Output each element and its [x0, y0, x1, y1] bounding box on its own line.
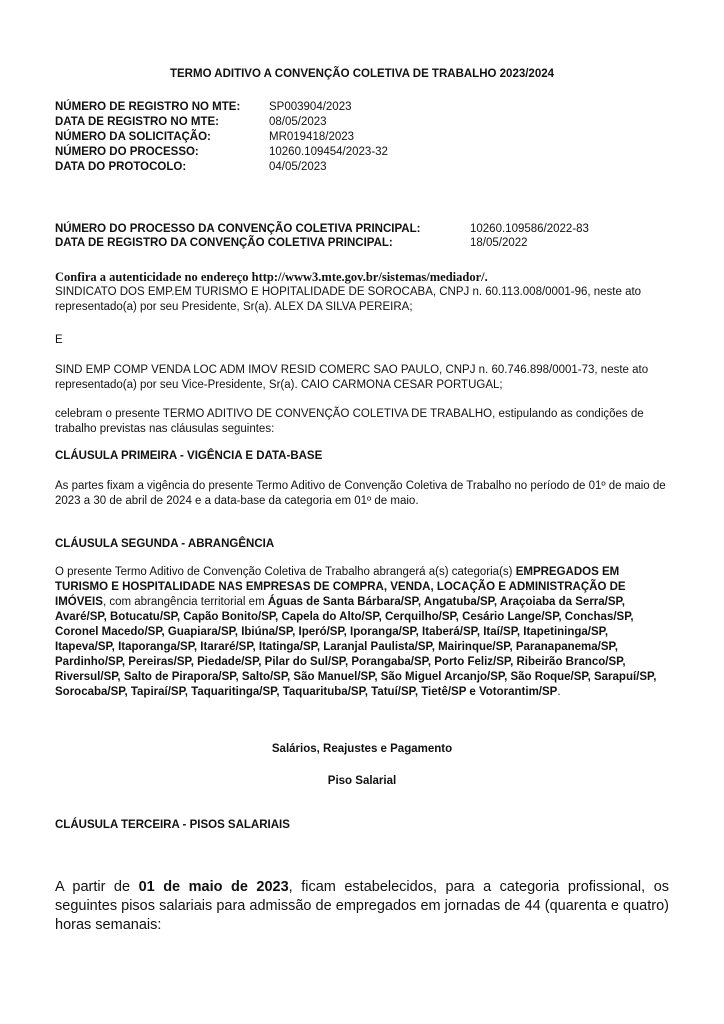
- authenticity-note: Confira a autenticidade no endereço http://www3.mte.gov.br/sistemas/mediador/.: [55, 270, 488, 284]
- registration-value: 10260.109454/2023-32: [269, 146, 388, 158]
- clause-three-title: CLÁUSULA TERCEIRA - PISOS SALARIAIS: [55, 819, 290, 831]
- registration-row: [55, 145, 388, 160]
- clause-two-cities: Águas de Santa Bárbara/SP, Angatuba/SP, Araçoiaba da Serra/SP, Avaré/SP, Botucatu/SP, Capão Bonito/SP, Capela do Alto/SP, Cerquilho/SP, Cesário Lange/SP, Conchas/SP, Coronel Macedo/SP, Guapiara/SP, Ibiúna/SP, Iperó/SP, Iporanga/SP, Itaberá/SP, Itaí/SP, Itapetininga/SP, Itapeva/SP, Itaporanga/SP, Itararé/SP, Itatinga/SP, Laranjal Paulista/SP, Mairinque/SP, Paranapanema/SP, Pardinho/SP, Pereiras/SP, Piedade/SP, Pilar do Sul/SP, Porangaba/SP, Porto Feliz/SP, Ribeirão Branco/SP, Riversul/SP, Salto de Pirapora/SP, Salto/SP, São Manuel/SP, São Miguel Arcanjo/SP, São Roque/SP, Sarapuí/SP, Sorocaba/SP, Tapiraí/SP, Taquaritinga/SP, Taquarituba/SP, Tatuí/SP, Tietê/SP e Votorantim/SP: [55, 596, 657, 698]
- clause-two-category: EMPREGADOS EM TURISMO E HOSPITALIDADE NAS EMPRESAS DE COMPRA, VENDA, LOCAÇÃO E ADMINISTRAÇÃO DE IMÓVEIS: [55, 566, 626, 608]
- registration-label: NÚMERO DA SOLICITAÇÃO:: [55, 131, 211, 143]
- clause-three-pre: A partir de: [55, 879, 139, 895]
- registration-label: DATA DO PROTOCOLO:: [55, 161, 187, 173]
- party-one: SINDICATO DOS EMP.EM TURISMO E HOPITALIDADE DE SOROCABA, CNPJ n. 60.113.008/0001-96, neste ato representado(a) por seu Presidente, Sr(a). ALEX DA SILVA PEREIRA;: [55, 286, 642, 313]
- main-process-label: NÚMERO DO PROCESSO DA CONVENÇÃO COLETIVA PRINCIPAL:: [55, 223, 421, 235]
- party-two: SIND EMP COMP VENDA LOC ADM IMOV RESID COMERC SAO PAULO, CNPJ n. 60.746.898/0001-73, neste ato representado(a) por seu Vice-Presidente, Sr(a). CAIO CARMONA CESAR PORTUGAL;: [55, 364, 649, 391]
- main-process-label: DATA DE REGISTRO DA CONVENÇÃO COLETIVA PRINCIPAL:: [55, 237, 393, 249]
- subsection-heading: Piso Salarial: [327, 775, 397, 787]
- registration-value: 08/05/2023: [269, 116, 327, 128]
- party-block: [55, 270, 670, 315]
- clause-two-intro: O presente Termo Aditivo de Convenção Coletiva de Trabalho abrangerá a(s) categoria(s): [55, 566, 516, 578]
- main-process-row: [55, 236, 589, 250]
- document-title: TERMO ADITIVO A CONVENÇÃO COLETIVA DE TRABALHO 2023/2024: [169, 68, 555, 80]
- clause-one-title: CLÁUSULA PRIMEIRA - VIGÊNCIA E DATA-BASE: [55, 450, 323, 462]
- clause-two-text: [55, 565, 670, 700]
- main-process-info: [55, 222, 589, 250]
- registration-value: 04/05/2023: [269, 161, 327, 173]
- clause-three-text: [55, 878, 669, 935]
- registration-label: DATA DE REGISTRO NO MTE:: [55, 116, 219, 128]
- registration-row: [55, 115, 388, 130]
- celebram-text: celebram o presente TERMO ADITIVO DE CONVENÇÃO COLETIVA DE TRABALHO, estipulando as condições de trabalho previstas nas cláusulas seguintes:: [55, 408, 644, 435]
- main-process-value: 10260.109586/2022-83: [470, 223, 589, 235]
- clause-three-post: , ficam estabelecidos, para a categoria profissional, os seguintes pisos salariais para admissão de empregados em jornadas de 44 (quarenta e quatro) horas semanais:: [55, 879, 670, 933]
- main-process-row: [55, 222, 589, 236]
- clause-three-date: 01 de maio de 2023: [138, 879, 289, 895]
- registration-value: SP003904/2023: [269, 101, 352, 113]
- registration-label: NÚMERO DO PROCESSO:: [55, 146, 199, 158]
- clause-two-title: CLÁUSULA SEGUNDA - ABRANGÊNCIA: [55, 538, 275, 550]
- clause-two-end: .: [557, 686, 561, 698]
- registration-value: MR019418/2023: [269, 131, 355, 143]
- registration-row: [55, 100, 388, 115]
- section-heading: Salários, Reajustes e Pagamento: [271, 743, 453, 755]
- clause-one-text: As partes fixam a vigência do presente Termo Aditivo de Convenção Coletiva de Trabalho no período de 01º de maio de 2023 a 30 de abril de 2024 e a data-base da categoria em 01º de maio.: [55, 480, 666, 507]
- registration-row: [55, 130, 388, 145]
- main-process-value: 18/05/2022: [470, 237, 528, 249]
- conjunction: E: [55, 334, 63, 346]
- clause-two-mid: , com abrangência territorial em: [102, 596, 268, 608]
- registration-label: NÚMERO DE REGISTRO NO MTE:: [55, 101, 241, 113]
- registration-row: [55, 160, 388, 175]
- registration-info: [55, 100, 388, 175]
